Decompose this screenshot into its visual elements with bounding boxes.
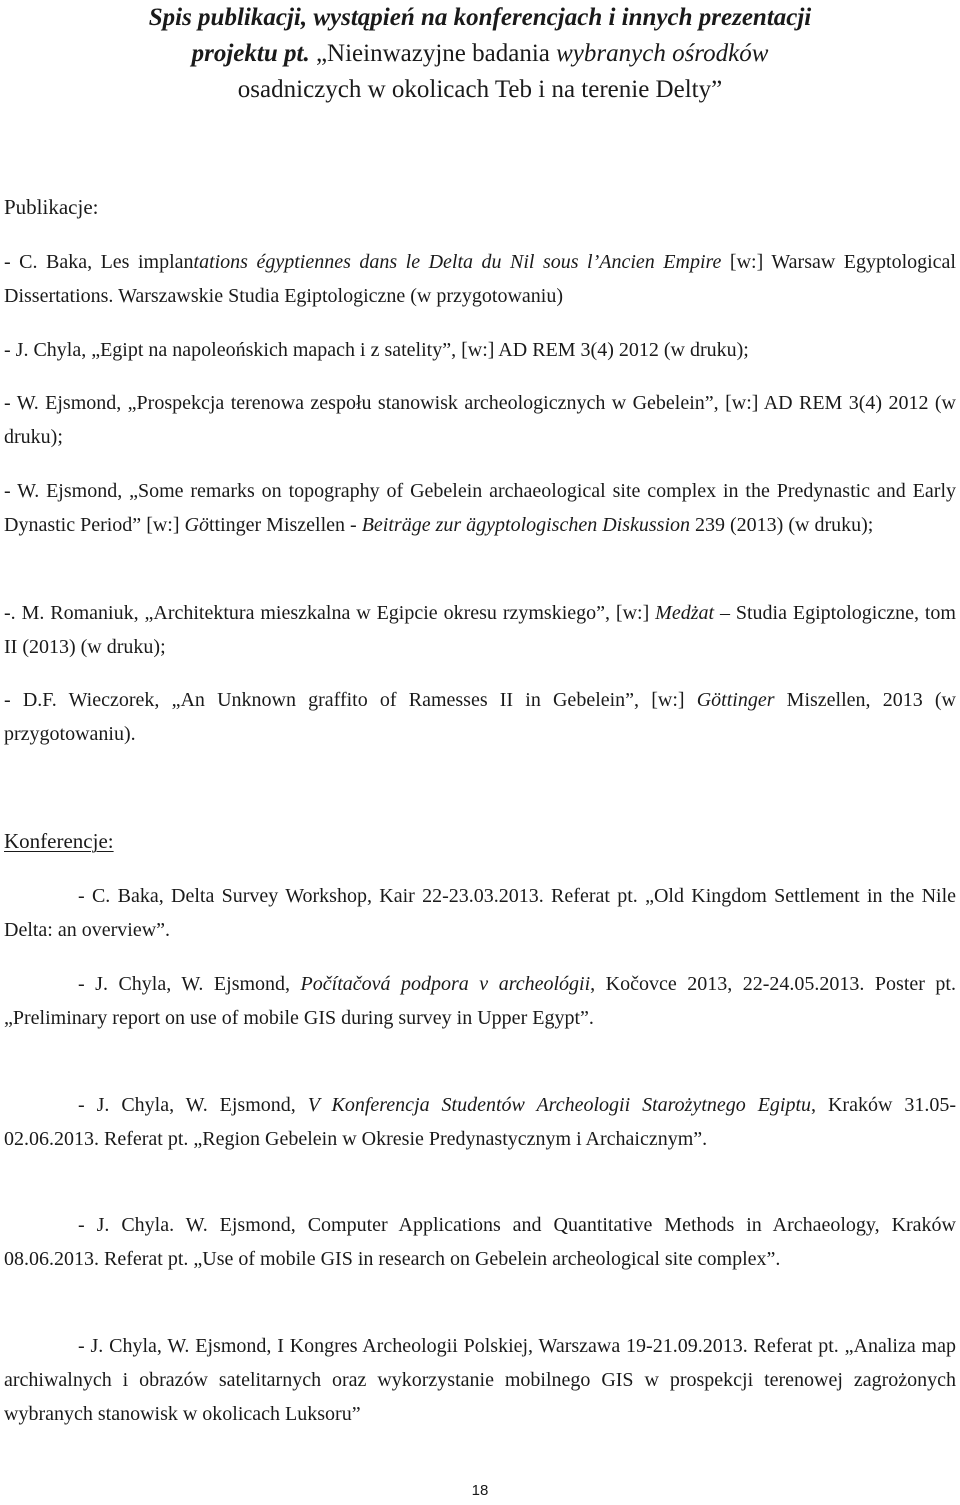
publication-item: - W. Ejsmond, „Some remarks on topography of Gebelein archaeological site complex in the Predynastic and Early Dynastic Period” [w:] Göttinger Miszellen - Beiträge zur ägyptologischen Diskussion 239 (2013) (w druku); <box>4 480 956 536</box>
conference-item: - J. Chyla, W. Ejsmond, I Kongres Archeologii Polskiej, Warszawa 19-21.09.2013. Referat pt. „Analiza map archiwalnych i obrazów satelitarnych oraz wykorzystanie mobilnego GIS w prospekcji terenowej zagrożonych wybranych stanowisk w okolicach Luksoru” <box>4 1335 956 1425</box>
publication-item: -. M. Romaniuk, „Architektura mieszkalna w Egipcie okresu rzymskiego”, [w:] Medżat – Studia Egiptologiczne, tom II (2013) (w druku); <box>4 602 956 658</box>
publication-item: - D.F. Wieczorek, „An Unknown graffito of Ramesses II in Gebelein”, [w:] Göttinger Miszellen, 2013 (w przygotowaniu). <box>4 689 956 745</box>
document-title <box>0 0 960 108</box>
conference-item: - J. Chyla, W. Ejsmond, V Konferencja Studentów Archeologii Starożytnego Egiptu, Kraków 31.05-02.06.2013. Referat pt. „Region Gebelein w Okresie Predynastycznym i Archaicznym”. <box>4 1094 957 1150</box>
publication-item: - J. Chyla, „Egipt na napoleońskich mapach i z satelity”, [w:] AD REM 3(4) 2012 (w druku); <box>4 339 749 361</box>
konferencje-heading: Konferencje: <box>4 829 114 853</box>
conference-item: - J. Chyla, W. Ejsmond, Počítačová podpora v archeológii, Kočovce 2013, 22-24.05.2013. Poster pt. „Preliminary report on use of mobile GIS during survey in Upper Egypt”. <box>4 973 956 1029</box>
publication-item: - C. Baka, Les implantations égyptiennes dans le Delta du Nil sous l’Ancien Empire [w:] Warsaw Egyptological Dissertations. Warszawskie Studia Egiptologiczne (w przygotowaniu) <box>4 251 956 307</box>
page-number: 18 <box>471 1482 489 1499</box>
title-line-2: projektu pt. „Nieinwazyjne badania wybranych ośrodków <box>191 40 769 67</box>
publikacje-heading: Publikacje: <box>4 195 99 219</box>
title-line-1: Spis publikacji, wystąpień na konferencjach i innych prezentacji <box>148 4 812 31</box>
conference-item: - C. Baka, Delta Survey Workshop, Kair 22-23.03.2013. Referat pt. „Old Kingdom Settlement in the Nile Delta: an overview”. <box>4 885 956 941</box>
conference-item: - J. Chyla. W. Ejsmond, Computer Applications and Quantitative Methods in Archaeology, Kraków 08.06.2013. Referat pt. „Use of mobile GIS in research on Gebelein archeological site complex”. <box>4 1214 956 1270</box>
title-line-3: osadniczych w okolicach Teb i na terenie Delty” <box>237 76 723 103</box>
publication-item: - W. Ejsmond, „Prospekcja terenowa zespołu stanowisk archeologicznych w Gebelein”, [w:] AD REM 3(4) 2012 (w druku); <box>4 392 956 448</box>
